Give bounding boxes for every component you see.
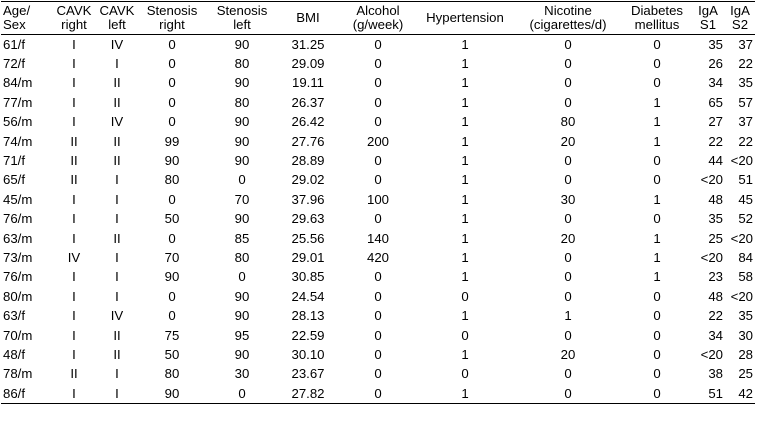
table-cell: 1 xyxy=(461,308,469,324)
table-cell: 85 xyxy=(234,230,250,246)
column-header-line: IgA xyxy=(698,3,718,18)
table-cell: 100 xyxy=(366,191,389,207)
table-cell: II xyxy=(113,230,121,246)
table-cell: 0 xyxy=(374,114,382,130)
table-cell: 1 xyxy=(653,191,661,207)
table-cell: I xyxy=(72,191,76,207)
table-cell: 35 xyxy=(708,36,723,52)
table-cell: 34 xyxy=(708,327,723,343)
table-cell: 80 xyxy=(560,114,576,130)
table-cell: 78/m xyxy=(3,366,33,382)
table-cell: 0 xyxy=(168,36,176,52)
table-cell: 0 xyxy=(374,269,382,285)
table-cell: 25 xyxy=(738,366,753,382)
table-cell: 80/m xyxy=(3,288,33,304)
table-cell: I xyxy=(72,94,76,110)
table-cell: 37 xyxy=(738,114,753,130)
table-cell: I xyxy=(115,191,119,207)
column-header-line: S2 xyxy=(731,17,749,32)
column-header-line: S1 xyxy=(699,17,717,32)
table-cell: 50 xyxy=(164,346,180,362)
table-cell: 80 xyxy=(164,172,180,188)
table-cell: I xyxy=(115,211,119,227)
table-cell: <20 xyxy=(730,153,753,169)
table-cell: 20 xyxy=(560,133,576,149)
column-header-line: Nicotine xyxy=(544,3,592,18)
table-cell: 0 xyxy=(374,346,382,362)
table-cell: 22 xyxy=(738,133,753,149)
column-header-line: Age/ xyxy=(3,3,31,18)
column-header-line: Sex xyxy=(3,17,26,32)
table-cell: I xyxy=(115,269,119,285)
table-cell: II xyxy=(113,327,121,343)
column-header xyxy=(137,2,207,35)
table-cell: 30 xyxy=(234,366,250,382)
table-cell: I xyxy=(115,172,119,188)
table-cell: 95 xyxy=(234,327,250,343)
table-cell: I xyxy=(72,327,76,343)
table-cell: 35 xyxy=(738,308,753,324)
table-cell: 65/f xyxy=(3,172,25,188)
table-body xyxy=(1,35,755,404)
table-cell: 27.82 xyxy=(277,384,339,404)
table-cell: 1 xyxy=(461,211,469,227)
table-cell: 0 xyxy=(653,153,661,169)
table-cell: 0 xyxy=(564,249,572,265)
table-row xyxy=(1,54,755,73)
table-cell: II xyxy=(113,346,121,362)
table-cell: 20 xyxy=(560,230,576,246)
table-cell: 1 xyxy=(653,249,661,265)
table-cell: <20 xyxy=(730,230,753,246)
table-cell: 48 xyxy=(708,288,723,304)
table-cell: I xyxy=(115,366,119,382)
table-cell: I xyxy=(72,288,76,304)
table-row xyxy=(1,384,755,404)
table-row xyxy=(1,151,755,170)
column-header-line: Hypertension xyxy=(426,10,504,25)
column-header-line: Alcohol xyxy=(356,3,400,18)
table-cell: II xyxy=(113,75,121,91)
table-cell: 37 xyxy=(738,36,753,52)
table-cell: 72/f xyxy=(3,56,25,72)
table-cell: 0 xyxy=(339,384,417,404)
table-cell: 90 xyxy=(234,36,250,52)
table-cell: 22 xyxy=(708,308,723,324)
table-cell: I xyxy=(51,384,97,404)
table-cell: I xyxy=(72,56,76,72)
column-header-line: CAVK xyxy=(56,3,92,18)
table-cell: I xyxy=(72,346,76,362)
table-cell: 0 xyxy=(564,327,572,343)
table-cell: I xyxy=(72,230,76,246)
table-cell: 0 xyxy=(374,308,382,324)
table-cell: I xyxy=(72,75,76,91)
column-header xyxy=(623,2,691,35)
table-cell: IV xyxy=(110,114,124,130)
table-cell: 23.67 xyxy=(291,366,325,382)
table-row xyxy=(1,365,755,384)
table-cell: 0 xyxy=(238,172,246,188)
table-cell: 48 xyxy=(708,191,723,207)
table-cell: 1 xyxy=(461,230,469,246)
table-cell: 56/m xyxy=(3,114,33,130)
table-row xyxy=(1,345,755,364)
table-cell: 0 xyxy=(374,75,382,91)
table-cell: 0 xyxy=(564,94,572,110)
column-header-line: right xyxy=(61,17,87,32)
table-cell: 90 xyxy=(234,288,250,304)
column-header xyxy=(97,2,137,35)
table-cell: 0 xyxy=(653,56,661,72)
table-cell: 58 xyxy=(738,269,753,285)
table-cell: 1 xyxy=(461,36,469,52)
table-cell: 52 xyxy=(738,211,753,227)
table-cell: 24.54 xyxy=(291,288,325,304)
table-cell: 22.59 xyxy=(291,327,325,343)
table-row xyxy=(1,229,755,248)
table-cell: 27.76 xyxy=(291,133,325,149)
table-cell: I xyxy=(72,308,76,324)
table-cell: 31.25 xyxy=(291,36,325,52)
table-cell: 45/m xyxy=(3,191,33,207)
table-cell: 30.85 xyxy=(291,269,325,285)
column-header-line: right xyxy=(159,17,185,32)
table-cell: 1 xyxy=(461,94,469,110)
table-cell: 50 xyxy=(164,211,180,227)
table-cell: I xyxy=(115,56,119,72)
column-header xyxy=(207,2,277,35)
table-cell: 0 xyxy=(168,288,176,304)
table-cell: 0 xyxy=(564,366,572,382)
column-header-line: left xyxy=(108,17,126,32)
table-cell: II xyxy=(113,94,121,110)
table-cell: 1 xyxy=(653,114,661,130)
table-cell: 0 xyxy=(653,75,661,91)
table-cell: 0 xyxy=(374,327,382,343)
column-header-line: (cigarettes/d) xyxy=(529,17,607,32)
table-cell: 35 xyxy=(738,75,753,91)
table-cell: 70/m xyxy=(3,327,33,343)
table-cell: <20 xyxy=(700,172,723,188)
table-cell: 420 xyxy=(366,249,389,265)
table-cell: 84 xyxy=(738,249,753,265)
table-cell: 0 xyxy=(238,269,246,285)
table-cell: 28.13 xyxy=(291,308,325,324)
table-cell: 90 xyxy=(234,153,250,169)
table-cell: 0 xyxy=(207,384,277,404)
table-cell: 0 xyxy=(374,366,382,382)
table-cell: IV xyxy=(110,36,124,52)
table-cell: 86/f xyxy=(1,384,51,404)
table-cell: 26.37 xyxy=(291,94,325,110)
table-row xyxy=(1,35,755,55)
table-cell: 51 xyxy=(738,172,753,188)
table-cell: 0 xyxy=(564,153,572,169)
table-cell: 65 xyxy=(708,94,723,110)
table-cell: 0 xyxy=(564,172,572,188)
table-cell: 200 xyxy=(366,133,389,149)
table-cell: 0 xyxy=(653,346,661,362)
table-cell: 26 xyxy=(708,56,723,72)
table-cell: 1 xyxy=(653,133,661,149)
table-cell: I xyxy=(72,211,76,227)
table-cell: 0 xyxy=(513,384,623,404)
table-cell: 90 xyxy=(164,153,180,169)
document-page xyxy=(0,1,757,434)
table-cell: 57 xyxy=(738,94,753,110)
table-cell: 30.10 xyxy=(291,346,325,362)
table-cell: 0 xyxy=(374,56,382,72)
table-cell: 0 xyxy=(461,366,469,382)
table-cell: 70 xyxy=(164,249,180,265)
table-cell: I xyxy=(72,114,76,130)
column-header xyxy=(1,2,51,35)
table-cell: 25.56 xyxy=(291,230,325,246)
table-row xyxy=(1,306,755,325)
table-cell: I xyxy=(115,288,119,304)
table-cell: 0 xyxy=(168,75,176,91)
table-cell: 63/m xyxy=(3,230,33,246)
table-cell: IV xyxy=(67,249,81,265)
table-cell: 0 xyxy=(653,327,661,343)
table-cell: 48/f xyxy=(3,346,25,362)
table-cell: 0 xyxy=(564,75,572,91)
table-cell: 0 xyxy=(168,94,176,110)
table-cell: 1 xyxy=(461,75,469,91)
table-cell: 34 xyxy=(708,75,723,91)
table-cell: 80 xyxy=(164,366,180,382)
table-cell: 0 xyxy=(374,288,382,304)
table-cell: I xyxy=(115,249,119,265)
table-cell: 0 xyxy=(653,36,661,52)
table-cell: 74/m xyxy=(3,133,33,149)
table-cell: 80 xyxy=(234,249,250,265)
column-header-line: Stenosis xyxy=(146,3,198,18)
table-cell: 76/m xyxy=(3,211,33,227)
table-cell: II xyxy=(70,172,78,188)
table-cell: 1 xyxy=(461,56,469,72)
column-header-line: mellitus xyxy=(634,17,680,32)
table-cell: 76/m xyxy=(3,269,33,285)
table-cell: 42 xyxy=(725,384,755,404)
table-row xyxy=(1,74,755,93)
table-cell: 90 xyxy=(234,308,250,324)
column-header-line: Diabetes xyxy=(630,3,684,18)
patient-data-table xyxy=(1,1,755,404)
table-cell: 1 xyxy=(461,346,469,362)
table-cell: II xyxy=(70,153,78,169)
table-cell: 0 xyxy=(564,269,572,285)
table-cell: 0 xyxy=(653,211,661,227)
table-cell: II xyxy=(70,133,78,149)
table-cell: 0 xyxy=(168,191,176,207)
table-cell: 1 xyxy=(653,269,661,285)
table-cell: 61/f xyxy=(3,36,25,52)
table-cell: 75 xyxy=(164,327,180,343)
column-header xyxy=(339,2,417,35)
table-cell: 70 xyxy=(234,191,250,207)
column-header-line: IgA xyxy=(730,3,750,18)
table-row xyxy=(1,113,755,132)
table-cell: 80 xyxy=(234,56,250,72)
table-cell: 28 xyxy=(738,346,753,362)
table-cell: 22 xyxy=(738,56,753,72)
table-cell: I xyxy=(72,269,76,285)
table-cell: 1 xyxy=(461,114,469,130)
table-cell: 0 xyxy=(168,114,176,130)
table-cell: 0 xyxy=(623,384,691,404)
table-cell: 0 xyxy=(374,172,382,188)
table-cell: 38 xyxy=(708,366,723,382)
table-cell: 140 xyxy=(366,230,389,246)
table-cell: 0 xyxy=(653,172,661,188)
column-header xyxy=(725,2,755,35)
table-cell: 90 xyxy=(234,346,250,362)
table-header-row xyxy=(1,2,755,35)
table-row xyxy=(1,326,755,345)
table-cell: 90 xyxy=(234,114,250,130)
table-cell: 77/m xyxy=(3,94,33,110)
column-header-line: CAVK xyxy=(99,3,135,18)
table-cell: 1 xyxy=(461,153,469,169)
table-row xyxy=(1,171,755,190)
column-header xyxy=(691,2,725,35)
table-cell: 73/m xyxy=(3,249,33,265)
table-cell: II xyxy=(70,366,78,382)
table-cell: <20 xyxy=(700,346,723,362)
table-cell: 51 xyxy=(691,384,725,404)
table-cell: 0 xyxy=(564,211,572,227)
table-cell: 23 xyxy=(708,269,723,285)
table-cell: 1 xyxy=(461,172,469,188)
table-cell: II xyxy=(113,153,121,169)
column-header-line: BMI xyxy=(296,10,320,25)
table-cell: 0 xyxy=(374,211,382,227)
table-cell: 90 xyxy=(234,133,250,149)
table-cell: 71/f xyxy=(3,153,25,169)
table-cell: 0 xyxy=(564,288,572,304)
table-cell: 44 xyxy=(708,153,723,169)
table-cell: 1 xyxy=(461,133,469,149)
table-row xyxy=(1,268,755,287)
table-cell: I xyxy=(72,36,76,52)
table-cell: 35 xyxy=(708,211,723,227)
table-cell: 0 xyxy=(374,94,382,110)
table-cell: 80 xyxy=(234,94,250,110)
table-cell: 27 xyxy=(708,114,723,130)
table-cell: 0 xyxy=(374,36,382,52)
table-cell: 0 xyxy=(461,327,469,343)
table-row xyxy=(1,93,755,112)
column-header xyxy=(513,2,623,35)
table-cell: 0 xyxy=(168,56,176,72)
table-cell: 90 xyxy=(234,75,250,91)
table-cell: <20 xyxy=(700,249,723,265)
table-cell: 0 xyxy=(653,308,661,324)
table-cell: 63/f xyxy=(3,308,25,324)
table-row xyxy=(1,190,755,209)
table-cell: 45 xyxy=(738,191,753,207)
table-row xyxy=(1,248,755,267)
table-cell: 29.09 xyxy=(291,56,325,72)
table-cell: 90 xyxy=(137,384,207,404)
table-cell: 99 xyxy=(164,133,180,149)
table-row xyxy=(1,210,755,229)
table-cell: <20 xyxy=(730,288,753,304)
table-cell: 29.02 xyxy=(291,172,325,188)
table-cell: 0 xyxy=(168,230,176,246)
table-cell: 0 xyxy=(461,288,469,304)
table-cell: 28.89 xyxy=(291,153,325,169)
column-header xyxy=(417,2,513,35)
table-cell: 30 xyxy=(560,191,576,207)
table-cell: 30 xyxy=(738,327,753,343)
column-header xyxy=(51,2,97,35)
table-cell: 1 xyxy=(461,269,469,285)
table-cell: 0 xyxy=(564,36,572,52)
table-cell: 19.11 xyxy=(291,75,325,91)
table-cell: 1 xyxy=(417,384,513,404)
table-row xyxy=(1,132,755,151)
table-cell: 90 xyxy=(164,269,180,285)
table-cell: 22 xyxy=(708,133,723,149)
column-header xyxy=(277,2,339,35)
table-cell: 0 xyxy=(653,366,661,382)
table-cell: 26.42 xyxy=(291,114,325,130)
table-cell: 1 xyxy=(653,230,661,246)
table-cell: 0 xyxy=(564,56,572,72)
table-row xyxy=(1,287,755,306)
table-cell: 1 xyxy=(653,94,661,110)
table-cell: 25 xyxy=(708,230,723,246)
table-cell: 84/m xyxy=(3,75,33,91)
table-cell: II xyxy=(113,133,121,149)
table-cell: 29.63 xyxy=(291,211,325,227)
table-cell: 0 xyxy=(653,288,661,304)
column-header-line: left xyxy=(233,17,251,32)
table-cell: 90 xyxy=(234,211,250,227)
table-cell: 29.01 xyxy=(291,249,325,265)
table-cell: 1 xyxy=(461,191,469,207)
table-cell: 1 xyxy=(461,249,469,265)
table-cell: 1 xyxy=(564,308,572,324)
table-cell: 20 xyxy=(560,346,576,362)
table-cell: I xyxy=(97,384,137,404)
table-cell: IV xyxy=(110,308,124,324)
column-header-line: (g/week) xyxy=(352,17,404,32)
column-header-line: Stenosis xyxy=(216,3,268,18)
table-cell: 0 xyxy=(374,153,382,169)
table-cell: 37.96 xyxy=(291,191,325,207)
table-cell: 0 xyxy=(168,308,176,324)
